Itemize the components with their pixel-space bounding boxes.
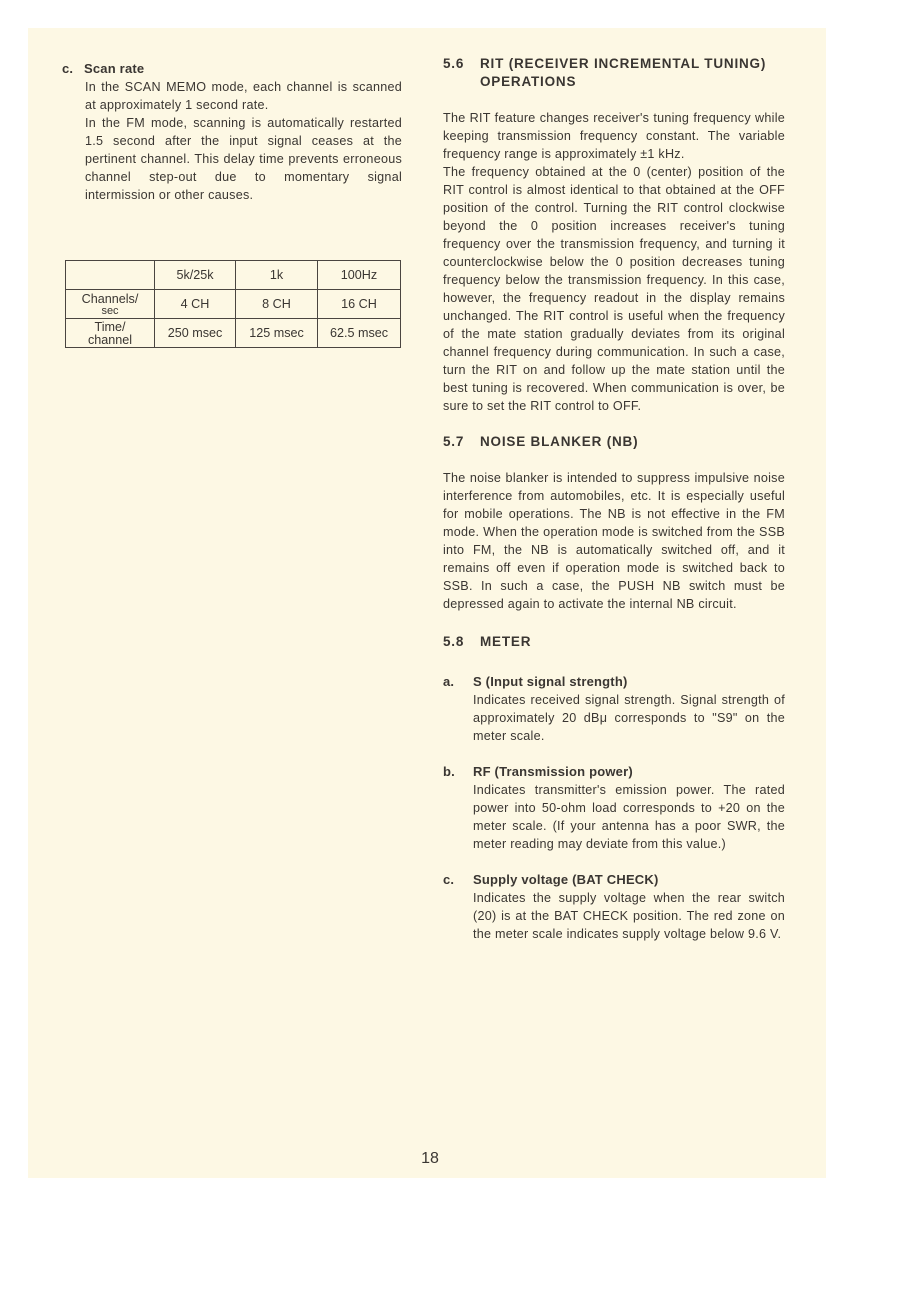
meter-item-rf — [443, 763, 785, 853]
table-row-label — [66, 319, 155, 348]
meter-item-heading — [443, 763, 785, 781]
noise-blanker-text — [443, 469, 785, 613]
meter-item-s — [443, 673, 785, 745]
meter-item-letter: a. — [443, 674, 455, 689]
meter-item-heading — [443, 871, 785, 889]
scan-rate-body — [85, 78, 402, 204]
section-heading-5-7 — [443, 433, 785, 451]
section-number: 5.8 — [443, 634, 465, 649]
table-header-cell: 100Hz — [318, 261, 401, 290]
page-number: 18 — [421, 1150, 439, 1167]
table-header-cell: 5k/25k — [155, 261, 236, 290]
table-row — [66, 290, 401, 319]
scan-rate-letter: c. — [62, 61, 74, 76]
scan-rate-paragraph: In the FM mode, scanning is automatically restarted 1.5 second after the input signal ceases at the pertinent channel. This delay time prevents erroneous channel step-out due to momentary signal intermission or other causes. — [85, 116, 402, 202]
table-row-label — [66, 290, 155, 319]
section-heading-5-6 — [443, 55, 785, 91]
table-cell: 4 CH — [155, 290, 236, 319]
meter-item-letter: b. — [443, 764, 455, 779]
left-column — [62, 60, 402, 204]
scan-rate-table — [65, 260, 401, 348]
meter-item-letter: c. — [443, 872, 455, 887]
section-title: METER — [480, 634, 532, 649]
meter-item-supply — [443, 871, 785, 943]
right-column — [443, 55, 785, 943]
meter-item-title: RF (Transmission power) — [473, 764, 633, 779]
rit-paragraph: The frequency obtained at the 0 (center) position of the RIT control is almost identical to that obtained at the OFF position of the control. Turning the RIT control clockwise beyond the 0 position increases receiver's tuning frequency over the transmission frequency, and turning it counterclockwise below the 0 position decreases tuning frequency below the transmission frequency. In this case, however, the frequency readout in the display remains unchanged. The RIT control is useful when the frequency of the mate station gradually deviates from its original channel frequency during communication. In such a case, turn the RIT on and follow up the mate station until the best tuning is recovered. When communication is over, be sure to set the RIT control to OFF. — [443, 165, 785, 413]
section-title: RIT (RECEIVER INCREMENTAL TUNING) OPERATIONS — [480, 56, 767, 89]
table-row-label-line: Time/ — [94, 319, 126, 334]
table-row-label-line: sec — [101, 304, 119, 317]
noise-blanker-paragraph: The noise blanker is intended to suppress impulsive noise interference from automobiles, etc. It is especially useful for mobile operations. The NB is not effective in the FM mode. When the operation mode is switched from the SSB into FM, the NB is automatically switched off, and it remains off even if operation mode is switched back to SSB. In such a case, the PUSH NB switch must be depressed again to activate the internal NB circuit. — [443, 471, 785, 611]
table-cell: 8 CH — [236, 290, 318, 319]
table-header-cell — [66, 261, 155, 290]
table-cell: 16 CH — [318, 290, 401, 319]
table-header-cell: 1k — [236, 261, 318, 290]
meter-item-title: S (Input signal strength) — [473, 674, 628, 689]
scan-rate-title: Scan rate — [84, 61, 145, 76]
section-heading-5-8 — [443, 633, 785, 651]
meter-item-text: Indicates transmitter's emission power. The rated power into 50-ohm load corresponds to +20 on the meter scale. (If your antenna has a poor SWR, the meter reading may deviate from this value.) — [473, 783, 785, 851]
table-row-label-line: channel — [87, 332, 133, 347]
section-number: 5.7 — [443, 434, 465, 449]
meter-item-text: Indicates the supply voltage when the rear switch (20) is at the BAT CHECK position. The red zone on the meter scale indicates supply voltage below 9.6 V. — [473, 891, 785, 941]
table-header-row — [66, 261, 401, 290]
table-cell: 250 msec — [155, 319, 236, 348]
section-number: 5.6 — [443, 56, 465, 71]
meter-item-heading — [443, 673, 785, 691]
table-cell: 125 msec — [236, 319, 318, 348]
section-title: NOISE BLANKER (NB) — [480, 434, 639, 449]
rit-paragraph: The RIT feature changes receiver's tuning frequency while keeping transmission frequency constant. The variable frequency range is approximately ±1 kHz. — [443, 111, 785, 161]
table-row — [66, 319, 401, 348]
table-row-label-line: Channels/ — [81, 291, 139, 306]
rit-text — [443, 109, 785, 415]
scan-rate-heading — [62, 60, 402, 78]
meter-item-title: Supply voltage (BAT CHECK) — [473, 872, 659, 887]
scan-rate-paragraph: In the SCAN MEMO mode, each channel is scanned at approximately 1 second rate. — [85, 80, 402, 112]
meter-item-text: Indicates received signal strength. Signal strength of approximately 20 dBμ corresponds to "S9" on the meter scale. — [473, 693, 785, 743]
table-cell: 62.5 msec — [318, 319, 401, 348]
